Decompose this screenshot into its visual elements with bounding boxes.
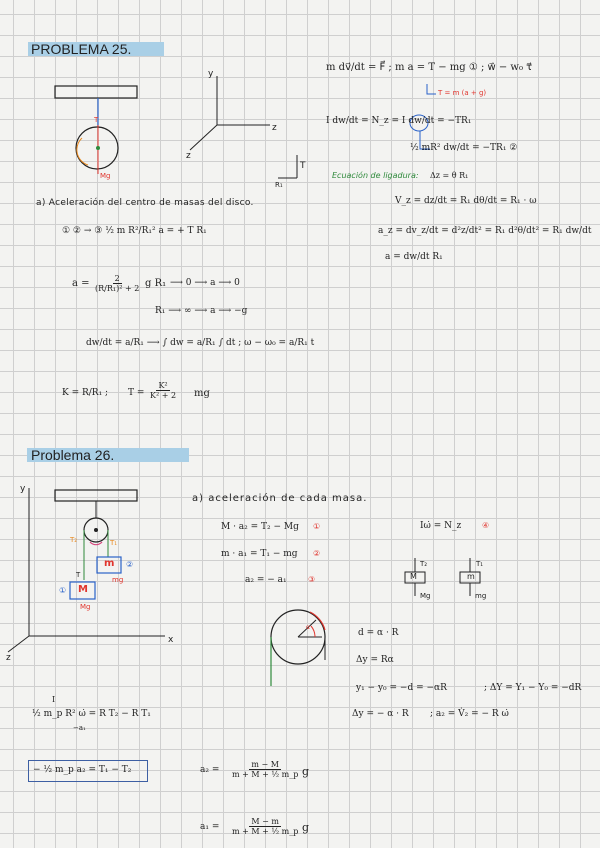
a2-lhs: a₂ =: [200, 765, 220, 775]
rotation-eq1-25: I dw/dt = N_z = I dw/dt = −TR₁: [326, 116, 472, 126]
eq1-tag: ①: [313, 522, 321, 531]
a2-frac: [230, 760, 300, 779]
fbd-m-label: m: [467, 572, 475, 581]
a2-rhs: g: [302, 765, 310, 778]
label-x-25: z: [272, 123, 277, 133]
eq2-26: m · a₁ = T₁ − mg: [221, 549, 298, 559]
fbd-T2-label: T₂: [420, 560, 428, 568]
label-T2-pulley: T₂: [70, 536, 78, 544]
a-formula-den: (R/R₁)² + 2: [95, 284, 140, 294]
a-formula-rhs: g R₁: [145, 278, 167, 289]
ligadura-label: Ecuación de ligadura:: [332, 171, 419, 180]
eq3-tag: ③: [308, 575, 316, 584]
a1-lhs: a₁ =: [200, 822, 220, 832]
label-circled-1: ①: [59, 586, 67, 595]
a-dw-eq: a = dw/dt R₁: [385, 252, 443, 262]
az-eq: a_z = dv_z/dt = d²z/dt² = R₁ d²θ/dt² = R₁ dw/dt: [378, 226, 592, 236]
label-y-25: y: [208, 69, 214, 79]
label-m-mass: m: [104, 558, 115, 569]
limit-1: ⟶ 0 ⟶ a ⟶ 0: [170, 278, 240, 288]
label-z-26: z: [6, 653, 11, 663]
problem-25-title: PROBLEMA 25.: [31, 41, 132, 57]
ligadura-eq: Δz = θ R₁: [430, 171, 469, 180]
t-eq-den: K² + 2: [150, 391, 177, 401]
label-M-mass: M: [78, 584, 88, 595]
item-a-25: a) Aceleración del centro de masas del disco.: [36, 198, 254, 208]
dw-integral-eq: dw/dt = a/R₁ ⟶ ∫ dw = a/R₁ ∫ dt ; ω − ω₀ = a/R₁ t: [86, 338, 315, 348]
label-mg-disk: Mg: [100, 172, 111, 180]
item-a-26: a) aceleración de cada masa.: [192, 493, 368, 504]
dY-eq: ; ΔY = Y₁ − Y₀ = −dR: [484, 683, 582, 693]
fbd-mg-label: mg: [475, 592, 487, 600]
vz-eq: V_z = dz/dt = R₁ dθ/dt = R₁ · ω: [395, 196, 537, 206]
label-circled-2: ②: [126, 560, 134, 569]
label-T1-pulley: T₁: [110, 539, 118, 547]
eq4-tag: ④: [482, 521, 490, 530]
label-T-M: T: [76, 571, 81, 579]
eq2-tag: ②: [313, 549, 321, 558]
problem-26-title: Problema 26.: [31, 447, 115, 463]
a2-den: m + M + ½ m_p: [232, 770, 299, 780]
label-Mg-26: Mg: [80, 603, 91, 611]
a1-num: M − m: [251, 817, 279, 826]
y-eq: y₁ − y₀ = −d = −αR: [356, 683, 447, 693]
t-eq-rhs: mg: [194, 388, 210, 399]
newton-eq-25: m dv⃗/dt = F⃗ ; m a = T − mg ① ; w⃗ − w₀ τ⃗: [326, 62, 533, 73]
eq3-26: a₂ = − a₁: [245, 575, 287, 585]
label-mg-26: mg: [112, 576, 124, 584]
rotation-eq2-25: ½ mR² dw/dt = −TR₁ ②: [410, 143, 518, 153]
axis-z-26: [8, 636, 29, 652]
substitution-eq: ① ② → ③ ½ m R²/R₁² a = + T R₁: [62, 226, 207, 236]
label-R1-frame: R₁: [275, 181, 283, 189]
alpha-label: α: [306, 624, 310, 631]
label-y-26: y: [20, 484, 26, 494]
rot-eq-sub: −a₁: [73, 724, 86, 732]
label-z-25: z: [186, 151, 191, 161]
a-formula-num: 2: [114, 274, 120, 283]
eq4-26: Iω̇ = N_z: [420, 521, 462, 531]
k-eq: K = R/R₁ ;: [62, 388, 109, 398]
fbd-T1-label: T₁: [476, 560, 484, 568]
tension-note: T = m (a + g): [438, 89, 487, 97]
a1-rhs: g: [302, 821, 310, 834]
fbd-Mg-label: Mg: [420, 592, 431, 600]
t-eq-lhs: T =: [128, 388, 145, 398]
a1-den: m + M + ½ m_p: [232, 827, 299, 837]
label-T-frame: T: [300, 161, 306, 171]
a2-num: m − M: [251, 760, 279, 769]
a1-frac: [230, 817, 300, 836]
label-x-26: x: [168, 635, 174, 645]
boxed-eq: − ½ m_p a₂ = T₁ − T₂: [33, 765, 132, 775]
dy-eq: Δy = Rα: [356, 655, 394, 665]
fbd-M-label: M: [410, 572, 417, 581]
limit-2: R₁ ⟶ ∞ ⟶ a ⟶ −g: [155, 306, 248, 316]
label-T-disk: T: [94, 116, 99, 124]
ddy-eq: Δy = − α · R: [352, 709, 409, 719]
a2-vdot-eq: ; a₂ = V̇₂ = − R ω̇: [430, 709, 509, 719]
d-eq: d = α · R: [358, 628, 399, 638]
ceiling-bar-26: [55, 490, 137, 501]
a-formula-lhs: a =: [72, 278, 90, 289]
t-eq-num: K²: [158, 381, 168, 390]
rot-eq-26: ½ m_p R² ω̇ = R T₂ − R T₁: [32, 709, 151, 719]
eq1-26: M · a₂ = T₂ − Mg: [221, 522, 299, 532]
rot-eq-I: I: [52, 695, 56, 704]
